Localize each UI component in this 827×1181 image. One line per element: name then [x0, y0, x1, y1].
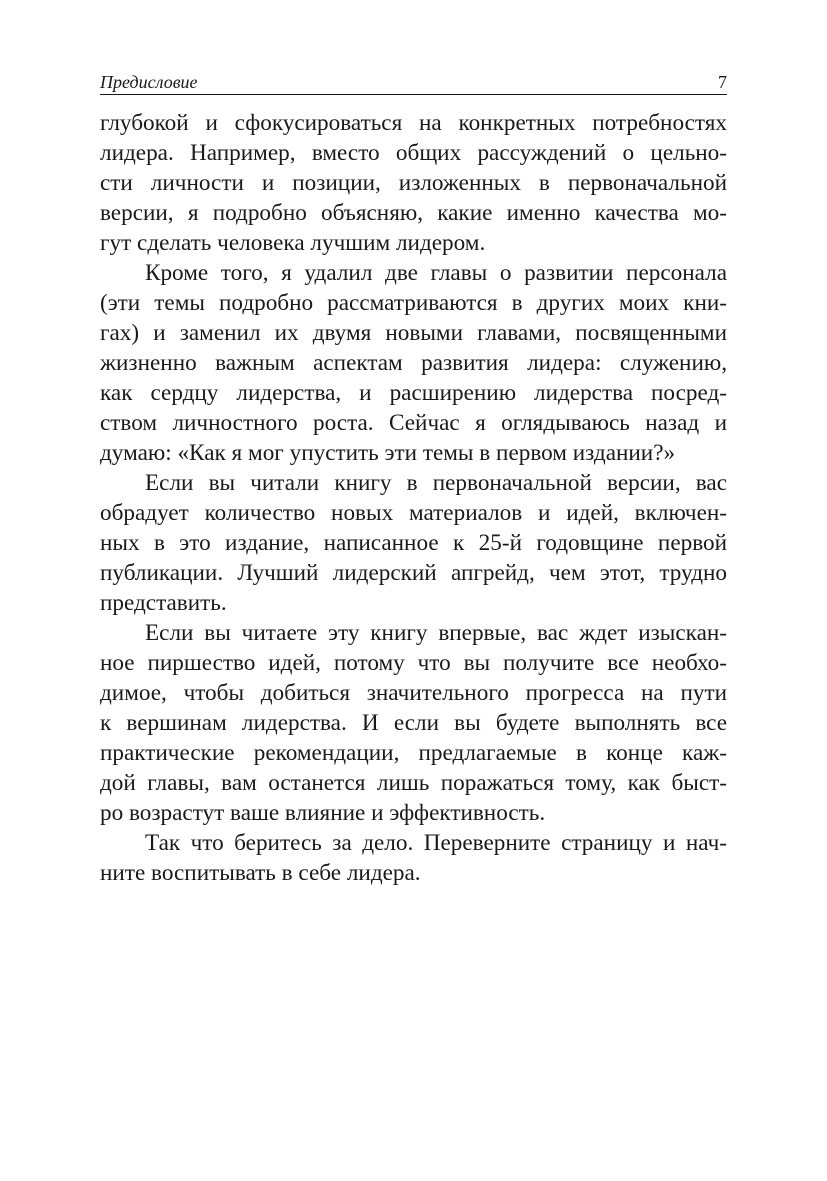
- text-line: практические рекомендации, предлагаемые в конце каж-: [100, 740, 727, 766]
- text-line: публикации. Лучший лидерский апгрейд, чем этот, трудно: [100, 560, 727, 586]
- text-line: дой главы, вам останется лишь поражаться тому, как быст-: [100, 770, 727, 796]
- text-line: как сердцу лидерства, и расширению лидерства посред-: [100, 380, 727, 406]
- text-line: (эти темы подробно рассматриваются в других моих кни-: [100, 290, 727, 316]
- text-line: Если вы читали книгу в первоначальной версии, вас: [145, 470, 727, 496]
- body-text: [100, 108, 727, 888]
- text-line: гут сделать человека лучшим лидером.: [100, 230, 486, 256]
- text-line: Кроме того, я удалил две главы о развитии персонала: [145, 260, 727, 286]
- text-line: представить.: [100, 590, 227, 616]
- text-line: думаю: «Как я мог упустить эти темы в первом издании?»: [100, 440, 676, 466]
- text-line: версии, я подробно объясняю, какие именно качества мо-: [100, 200, 727, 226]
- text-line: глубокой и сфокусироваться на конкретных потребностях: [100, 110, 727, 136]
- text-line: гах) и заменил их двумя новыми главами, посвященными: [100, 320, 727, 346]
- page-number: 7: [718, 72, 727, 92]
- running-header: [100, 70, 727, 95]
- text-line: Так что беритесь за дело. Переверните страницу и нач-: [145, 830, 727, 856]
- text-line: сти личности и позиции, изложенных в первоначальной: [100, 170, 727, 196]
- text-line: ных в это издание, написанное к 25-й годовщине первой: [100, 530, 727, 556]
- text-line: ните воспитывать в себе лидера.: [100, 860, 421, 886]
- text-line: жизненно важным аспектам развития лидера: служению,: [100, 350, 727, 376]
- text-line: ро возрастут ваше влияние и эффективность.: [100, 800, 546, 826]
- running-title: Предисловие: [100, 72, 198, 92]
- text-line: димое, чтобы добиться значительного прогресса на пути: [100, 680, 727, 706]
- text-line: ством личностного роста. Сейчас я оглядываюсь назад и: [100, 410, 727, 436]
- text-line: лидера. Например, вместо общих рассуждений о цельно-: [100, 140, 727, 166]
- text-line: к вершинам лидерства. И если вы будете выполнять все: [100, 710, 727, 736]
- text-line: обрадует количество новых материалов и идей, включен-: [100, 500, 727, 526]
- text-line: Если вы читаете эту книгу впервые, вас ждет изыскан-: [145, 620, 727, 646]
- text-line: ное пиршество идей, потому что вы получите все необхо-: [100, 650, 727, 676]
